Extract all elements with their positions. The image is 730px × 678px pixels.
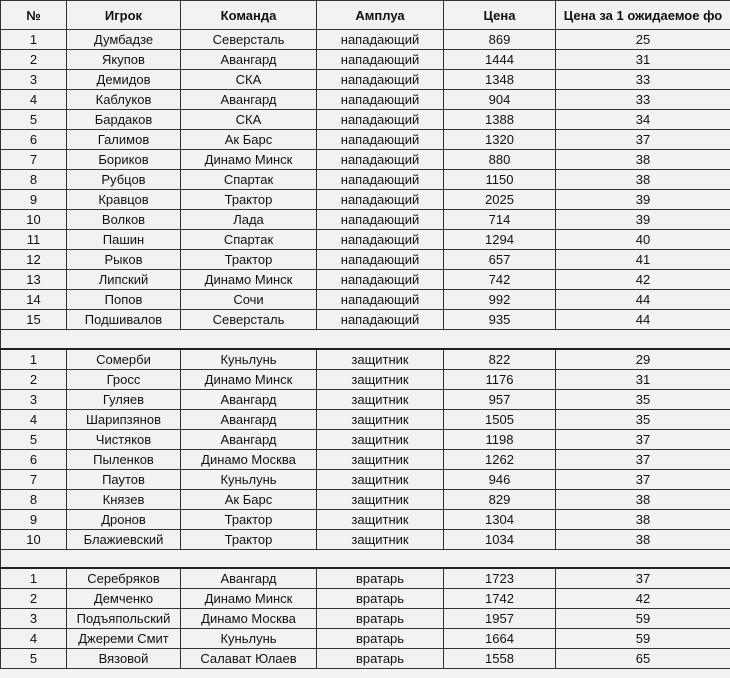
cell-price: 2025 <box>444 190 556 210</box>
cell-number: 6 <box>1 130 67 150</box>
header-team: Команда <box>181 1 317 30</box>
cell-team: Динамо Минск <box>181 589 317 609</box>
cell-player: Джереми Смит <box>67 629 181 649</box>
cell-price: 935 <box>444 310 556 330</box>
cell-position: нападающий <box>317 110 444 130</box>
cell-team: Северсталь <box>181 310 317 330</box>
cell-team: Динамо Москва <box>181 609 317 629</box>
cell-position: вратарь <box>317 629 444 649</box>
cell-price: 1294 <box>444 230 556 250</box>
cell-price-per-point: 65 <box>556 649 730 669</box>
cell-number: 10 <box>1 529 67 549</box>
table-row <box>1 349 730 370</box>
header-position: Амплуа <box>317 1 444 30</box>
cell-price-per-point: 38 <box>556 529 730 549</box>
cell-number: 15 <box>1 310 67 330</box>
table-row <box>1 469 730 489</box>
cell-position: вратарь <box>317 609 444 629</box>
cell-price-per-point: 38 <box>556 170 730 190</box>
cell-player: Липский <box>67 270 181 290</box>
cell-team: Авангард <box>181 389 317 409</box>
cell-position: нападающий <box>317 150 444 170</box>
cell-player: Вязовой <box>67 649 181 669</box>
cell-number: 2 <box>1 589 67 609</box>
cell-number: 3 <box>1 609 67 629</box>
cell-player: Волков <box>67 210 181 230</box>
cell-price-per-point: 33 <box>556 90 730 110</box>
cell-position: нападающий <box>317 130 444 150</box>
cell-number: 12 <box>1 250 67 270</box>
cell-player: Чистяков <box>67 429 181 449</box>
cell-price-per-point: 38 <box>556 509 730 529</box>
cell-price: 904 <box>444 90 556 110</box>
cell-price: 1150 <box>444 170 556 190</box>
cell-player: Демченко <box>67 589 181 609</box>
cell-player: Пыленков <box>67 449 181 469</box>
cell-team: Трактор <box>181 190 317 210</box>
cell-team: Куньлунь <box>181 629 317 649</box>
cell-team: Авангард <box>181 568 317 589</box>
cell-team: Динамо Минск <box>181 270 317 290</box>
cell-number: 5 <box>1 110 67 130</box>
table-row <box>1 170 730 190</box>
cell-player: Кравцов <box>67 190 181 210</box>
table-row <box>1 190 730 210</box>
cell-price-per-point: 31 <box>556 369 730 389</box>
cell-team: Трактор <box>181 529 317 549</box>
cell-player: Каблуков <box>67 90 181 110</box>
cell-price-per-point: 35 <box>556 409 730 429</box>
cell-price: 869 <box>444 30 556 50</box>
cell-number: 11 <box>1 230 67 250</box>
cell-position: защитник <box>317 469 444 489</box>
cell-number: 2 <box>1 50 67 70</box>
cell-player: Галимов <box>67 130 181 150</box>
cell-team: Трактор <box>181 509 317 529</box>
cell-position: нападающий <box>317 250 444 270</box>
cell-price-per-point: 42 <box>556 589 730 609</box>
table-row <box>1 389 730 409</box>
cell-player: Демидов <box>67 70 181 90</box>
cell-price: 1505 <box>444 409 556 429</box>
cell-player: Князев <box>67 489 181 509</box>
cell-price-per-point: 31 <box>556 50 730 70</box>
cell-position: нападающий <box>317 30 444 50</box>
header-player: Игрок <box>67 1 181 30</box>
cell-price-per-point: 29 <box>556 349 730 370</box>
cell-price-per-point: 39 <box>556 210 730 230</box>
cell-number: 8 <box>1 170 67 190</box>
cell-player: Бориков <box>67 150 181 170</box>
cell-team: Северсталь <box>181 30 317 50</box>
cell-position: нападающий <box>317 310 444 330</box>
table-row <box>1 90 730 110</box>
cell-price: 1957 <box>444 609 556 629</box>
cell-price: 1664 <box>444 629 556 649</box>
cell-position: нападающий <box>317 70 444 90</box>
cell-player: Пашин <box>67 230 181 250</box>
cell-position: вратарь <box>317 589 444 609</box>
cell-price-per-point: 25 <box>556 30 730 50</box>
cell-number: 7 <box>1 469 67 489</box>
cell-player: Шарипзянов <box>67 409 181 429</box>
cell-team: Авангард <box>181 409 317 429</box>
cell-player: Гросс <box>67 369 181 389</box>
cell-price: 880 <box>444 150 556 170</box>
cell-position: нападающий <box>317 50 444 70</box>
cell-price: 1176 <box>444 369 556 389</box>
cell-number: 7 <box>1 150 67 170</box>
table-row <box>1 270 730 290</box>
cell-price: 1198 <box>444 429 556 449</box>
separator-cell <box>1 330 730 349</box>
cell-player: Попов <box>67 290 181 310</box>
cell-price-per-point: 40 <box>556 230 730 250</box>
cell-price: 992 <box>444 290 556 310</box>
cell-price-per-point: 37 <box>556 568 730 589</box>
cell-position: защитник <box>317 409 444 429</box>
cell-number: 4 <box>1 629 67 649</box>
cell-price: 1558 <box>444 649 556 669</box>
group-separator <box>1 330 730 349</box>
cell-position: нападающий <box>317 210 444 230</box>
cell-number: 13 <box>1 270 67 290</box>
cell-player: Думбадзе <box>67 30 181 50</box>
table-row <box>1 50 730 70</box>
cell-team: Трактор <box>181 250 317 270</box>
cell-price: 1444 <box>444 50 556 70</box>
cell-player: Дронов <box>67 509 181 529</box>
header-price-per-point: Цена за 1 ожидаемое фо <box>556 1 730 30</box>
cell-number: 8 <box>1 489 67 509</box>
cell-position: защитник <box>317 389 444 409</box>
table-row <box>1 210 730 230</box>
cell-position: защитник <box>317 529 444 549</box>
cell-player: Подшивалов <box>67 310 181 330</box>
cell-team: Ак Барс <box>181 130 317 150</box>
cell-player: Блажиевский <box>67 529 181 549</box>
cell-team: СКА <box>181 70 317 90</box>
cell-position: вратарь <box>317 568 444 589</box>
cell-team: Ак Барс <box>181 489 317 509</box>
cell-number: 1 <box>1 349 67 370</box>
cell-team: Динамо Минск <box>181 150 317 170</box>
cell-team: СКА <box>181 110 317 130</box>
cell-player: Сомерби <box>67 349 181 370</box>
cell-price-per-point: 33 <box>556 70 730 90</box>
cell-number: 5 <box>1 429 67 449</box>
cell-team: Спартак <box>181 230 317 250</box>
cell-position: нападающий <box>317 170 444 190</box>
cell-price: 1723 <box>444 568 556 589</box>
table-row <box>1 110 730 130</box>
cell-price: 1742 <box>444 589 556 609</box>
table-row <box>1 449 730 469</box>
cell-number: 9 <box>1 509 67 529</box>
cell-price-per-point: 35 <box>556 389 730 409</box>
cell-position: нападающий <box>317 290 444 310</box>
cell-price: 1262 <box>444 449 556 469</box>
cell-price-per-point: 59 <box>556 609 730 629</box>
cell-price-per-point: 42 <box>556 270 730 290</box>
cell-price-per-point: 39 <box>556 190 730 210</box>
cell-position: нападающий <box>317 270 444 290</box>
cell-price: 742 <box>444 270 556 290</box>
table-row <box>1 369 730 389</box>
cell-team: Куньлунь <box>181 349 317 370</box>
cell-position: защитник <box>317 349 444 370</box>
cell-number: 4 <box>1 90 67 110</box>
cell-player: Рубцов <box>67 170 181 190</box>
cell-player: Бардаков <box>67 110 181 130</box>
table-row <box>1 489 730 509</box>
cell-price: 1034 <box>444 529 556 549</box>
header-number: № <box>1 1 67 30</box>
cell-price-per-point: 37 <box>556 469 730 489</box>
cell-team: Динамо Москва <box>181 449 317 469</box>
cell-team: Динамо Минск <box>181 369 317 389</box>
cell-team: Лада <box>181 210 317 230</box>
cell-price-per-point: 37 <box>556 449 730 469</box>
cell-price: 714 <box>444 210 556 230</box>
table-row <box>1 250 730 270</box>
table-row <box>1 649 730 669</box>
table-row <box>1 409 730 429</box>
cell-price-per-point: 44 <box>556 290 730 310</box>
header-row <box>1 1 730 30</box>
table-body <box>1 30 730 669</box>
cell-number: 1 <box>1 568 67 589</box>
group-separator <box>1 549 730 568</box>
cell-position: защитник <box>317 449 444 469</box>
cell-number: 14 <box>1 290 67 310</box>
cell-position: защитник <box>317 509 444 529</box>
cell-position: нападающий <box>317 190 444 210</box>
cell-number: 4 <box>1 409 67 429</box>
table-row <box>1 230 730 250</box>
cell-price: 1304 <box>444 509 556 529</box>
cell-number: 2 <box>1 369 67 389</box>
cell-number: 3 <box>1 389 67 409</box>
cell-position: нападающий <box>317 230 444 250</box>
cell-team: Спартак <box>181 170 317 190</box>
cell-price-per-point: 59 <box>556 629 730 649</box>
cell-player: Паутов <box>67 469 181 489</box>
cell-price: 946 <box>444 469 556 489</box>
table-row <box>1 290 730 310</box>
cell-team: Авангард <box>181 90 317 110</box>
cell-price: 957 <box>444 389 556 409</box>
cell-team: Авангард <box>181 429 317 449</box>
table-row <box>1 568 730 589</box>
cell-position: защитник <box>317 369 444 389</box>
cell-position: защитник <box>317 429 444 449</box>
cell-price: 822 <box>444 349 556 370</box>
cell-price: 1348 <box>444 70 556 90</box>
cell-player: Серебряков <box>67 568 181 589</box>
cell-position: нападающий <box>317 90 444 110</box>
cell-number: 3 <box>1 70 67 90</box>
cell-number: 9 <box>1 190 67 210</box>
cell-team: Куньлунь <box>181 469 317 489</box>
header-price: Цена <box>444 1 556 30</box>
cell-price-per-point: 37 <box>556 130 730 150</box>
table-row <box>1 609 730 629</box>
table-row <box>1 70 730 90</box>
cell-player: Подъяпольский <box>67 609 181 629</box>
table-row <box>1 150 730 170</box>
cell-price: 657 <box>444 250 556 270</box>
table-row <box>1 629 730 649</box>
cell-player: Якупов <box>67 50 181 70</box>
cell-team: Салават Юлаев <box>181 649 317 669</box>
cell-position: защитник <box>317 489 444 509</box>
cell-number: 5 <box>1 649 67 669</box>
cell-price: 829 <box>444 489 556 509</box>
cell-number: 6 <box>1 449 67 469</box>
cell-price: 1320 <box>444 130 556 150</box>
table-row <box>1 429 730 449</box>
table-row <box>1 30 730 50</box>
cell-team: Сочи <box>181 290 317 310</box>
cell-player: Рыков <box>67 250 181 270</box>
table-row <box>1 509 730 529</box>
cell-price: 1388 <box>444 110 556 130</box>
separator-cell <box>1 549 730 568</box>
table-row <box>1 589 730 609</box>
cell-price-per-point: 37 <box>556 429 730 449</box>
cell-position: вратарь <box>317 649 444 669</box>
table-row <box>1 130 730 150</box>
cell-price-per-point: 41 <box>556 250 730 270</box>
table-row <box>1 529 730 549</box>
cell-number: 1 <box>1 30 67 50</box>
cell-player: Гуляев <box>67 389 181 409</box>
cell-number: 10 <box>1 210 67 230</box>
table-row <box>1 310 730 330</box>
cell-price-per-point: 34 <box>556 110 730 130</box>
cell-price-per-point: 44 <box>556 310 730 330</box>
cell-team: Авангард <box>181 50 317 70</box>
cell-price-per-point: 38 <box>556 150 730 170</box>
cell-price-per-point: 38 <box>556 489 730 509</box>
